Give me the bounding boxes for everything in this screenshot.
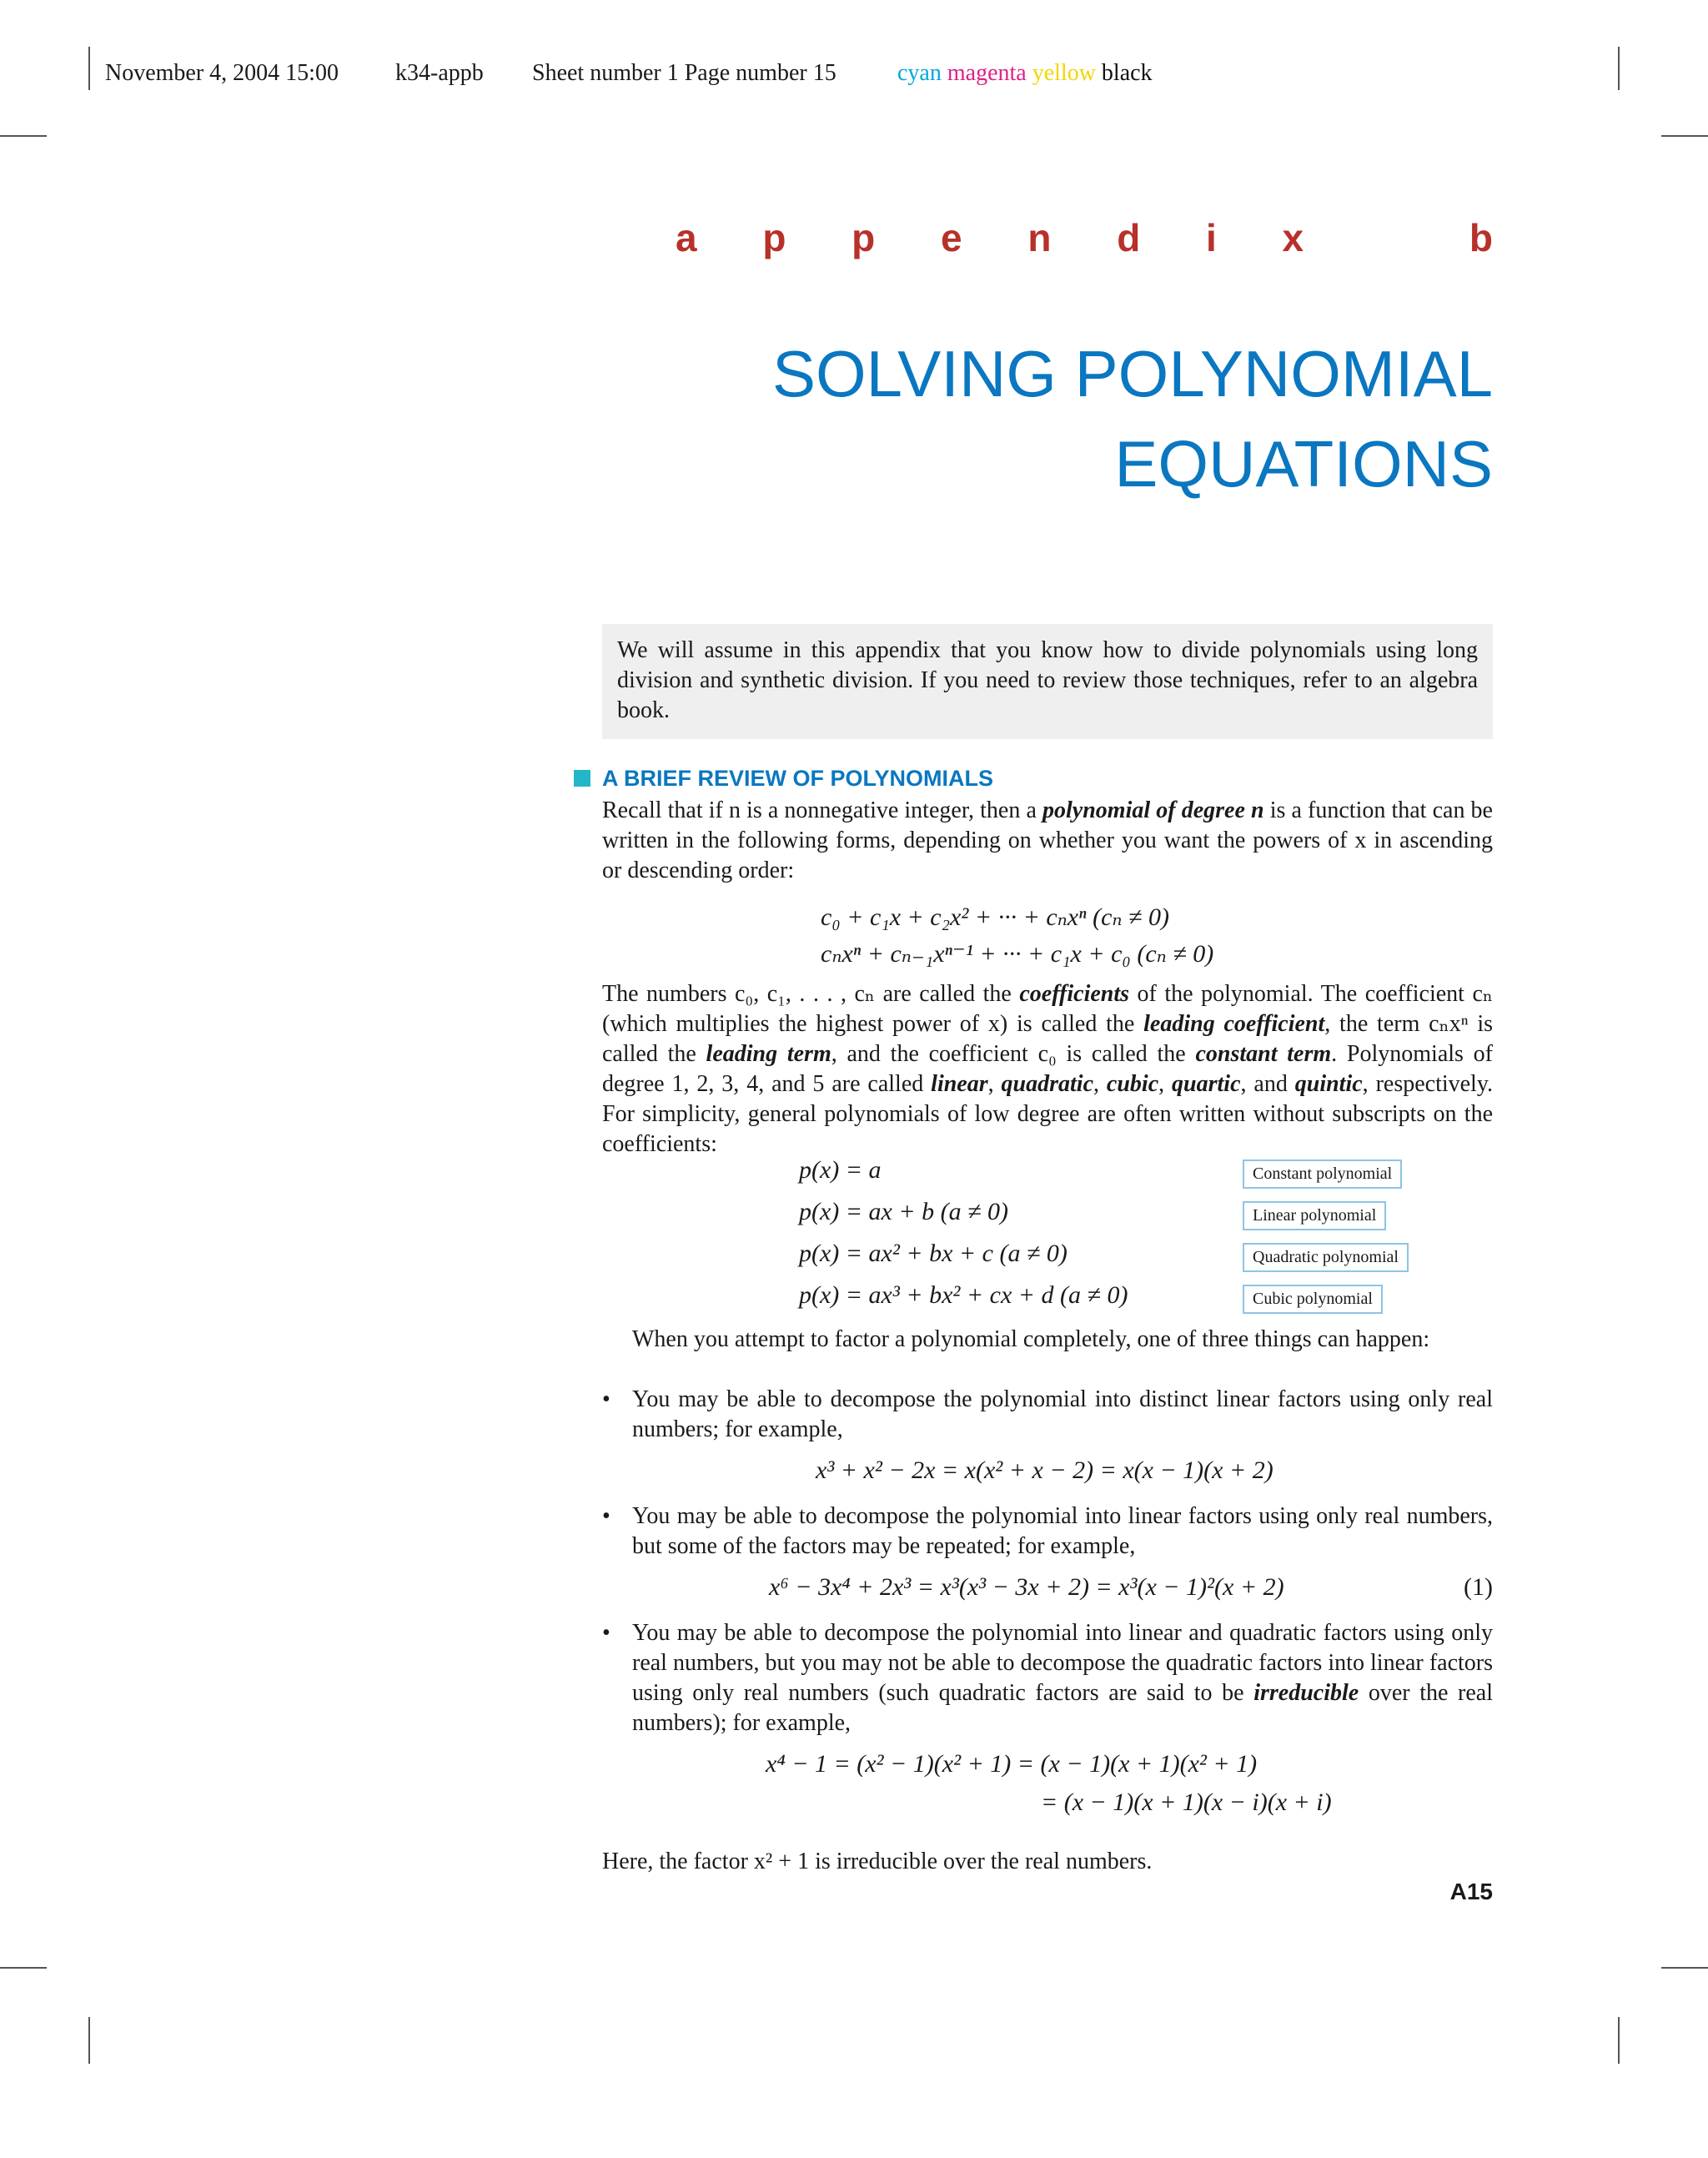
equation-cubic: p(x) = ax³ + bx² + cx + d (a ≠ 0)	[799, 1281, 1128, 1309]
defined-term: quintic	[1294, 1071, 1363, 1097]
defined-term: quadratic	[1001, 1071, 1094, 1097]
label-constant-polynomial: Constant polynomial	[1243, 1159, 1402, 1189]
section-heading-text: A BRIEF REVIEW OF POLYNOMIALS	[602, 766, 994, 791]
crop-mark	[0, 135, 47, 137]
text-run: , and	[1240, 1071, 1295, 1097]
equation-linear: p(x) = ax + b (a ≠ 0)	[799, 1198, 1009, 1225]
text-run: . Polynomials of degree 1, 2, 3, 4, and 5 are called	[602, 1041, 1493, 1097]
text-run: over the real numbers); for example,	[632, 1680, 1493, 1736]
bullet-repeated-linear: You may be able to decompose the polynomial into linear factors using only real numbers, but some of the factors may be repeated; for example,	[632, 1503, 1493, 1559]
crop-mark	[1661, 1967, 1708, 1969]
equation-example-1: x³ + x² − 2x = x(x² + x − 2) = x(x − 1)(x + 2)	[816, 1456, 1273, 1484]
defined-term: leading term	[706, 1041, 831, 1067]
defined-term: coefficients	[1019, 981, 1130, 1007]
defined-term: polynomial of degree n	[1042, 797, 1264, 823]
print-header	[105, 60, 339, 87]
text-run: Recall that if n is a nonnegative integer, then a	[602, 797, 1043, 823]
section-square-icon	[574, 770, 590, 787]
print-sheet: Sheet number 1 Page number 15	[532, 60, 836, 86]
crop-mark	[1661, 135, 1708, 137]
equation-constant: p(x) = a	[799, 1156, 882, 1184]
defined-term: cubic	[1106, 1071, 1159, 1097]
plate-yellow: yellow	[1032, 60, 1096, 86]
equation-descending: cₙxⁿ + cₙ₋₁xⁿ⁻¹ + ··· + c₁x + c₀ (cₙ ≠ 0)	[821, 940, 1214, 968]
crop-mark	[1618, 47, 1620, 90]
text-run: of the polynomial. The coefficient cₙ (which multiplies the highest power of x) is called the	[602, 981, 1493, 1037]
appendix-letter: n	[1027, 216, 1052, 259]
appendix-label	[676, 215, 1493, 260]
print-job: k34-appb	[395, 60, 484, 86]
equation-number: (1)	[1464, 1573, 1493, 1601]
bullet-icon: •	[602, 1620, 610, 1646]
defined-term: irreducible	[1253, 1680, 1359, 1706]
section-heading	[574, 766, 993, 792]
text-run: is a function that can be written in the following forms, depending on whether you want the powers of x in ascending or descending order:	[602, 797, 1493, 883]
defined-term: quartic	[1172, 1071, 1241, 1097]
print-plates	[897, 60, 1153, 87]
text-run: , the term cₙxⁿ is called the	[602, 1011, 1493, 1067]
equation-example-3a: x⁴ − 1 = (x² − 1)(x² + 1) = (x − 1)(x + 1)(x² + 1)	[766, 1750, 1258, 1778]
appendix-letter: i	[1206, 216, 1217, 259]
equation-quadratic: p(x) = ax² + bx + c (a ≠ 0)	[799, 1240, 1068, 1267]
plate-black: black	[1101, 60, 1153, 86]
bullet-icon: •	[602, 1386, 610, 1412]
text-run: ,	[1093, 1071, 1107, 1097]
appendix-letter: p	[762, 216, 786, 259]
label-cubic-polynomial: Cubic polynomial	[1243, 1285, 1383, 1314]
equation-example-3b: = (x − 1)(x + 1)(x − i)(x + i)	[1041, 1788, 1332, 1816]
appendix-letter: p	[851, 216, 876, 259]
text-run: , and the coefficient c₀ is called the	[831, 1041, 1196, 1067]
paragraph-terminology	[602, 979, 1493, 1159]
defined-term: leading coefficient	[1143, 1011, 1325, 1037]
page-number: A15	[1449, 1879, 1493, 1904]
title-line: EQUATIONS	[1114, 427, 1493, 501]
appendix-letter: x	[1282, 216, 1304, 259]
paragraph-closing: Here, the factor x² + 1 is irreducible over the real numbers.	[602, 1849, 1153, 1874]
crop-mark	[1618, 2017, 1620, 2064]
plate-cyan: cyan	[897, 60, 942, 86]
defined-term: constant term	[1195, 1041, 1332, 1067]
defined-term: linear	[931, 1071, 988, 1097]
paragraph-factoring: When you attempt to factor a polynomial completely, one of three things can happen:	[632, 1326, 1430, 1352]
text-run: The numbers c₀, c₁, . . . , cₙ are called the	[602, 981, 1020, 1007]
plate-magenta: magenta	[947, 60, 1027, 86]
text-run: You may be able to decompose the polynomial into linear and quadratic factors using only real numbers, but you may not be able to decompose the quadratic factors into linear factors using only real numbers (such quadratic factors are said to be	[632, 1620, 1493, 1706]
bullet-irreducible-quadratic	[632, 1618, 1493, 1738]
label-linear-polynomial: Linear polynomial	[1243, 1201, 1386, 1230]
crop-mark	[88, 47, 90, 90]
crop-mark	[0, 1967, 47, 1969]
crop-mark	[88, 2017, 90, 2064]
equation-example-2: x⁶ − 3x⁴ + 2x³ = x³(x³ − 3x + 2) = x³(x − 1)²(x + 2)	[769, 1573, 1284, 1601]
text-run: ,	[1158, 1071, 1173, 1097]
label-quadratic-polynomial: Quadratic polynomial	[1243, 1243, 1409, 1272]
equation-ascending: c₀ + c₁x + c₂x² + ··· + cₙxⁿ (cₙ ≠ 0)	[821, 903, 1169, 931]
appendix-letter: b	[1469, 216, 1493, 259]
page-title	[772, 329, 1493, 509]
appendix-letter: d	[1117, 216, 1141, 259]
paragraph-definition	[602, 796, 1493, 886]
bullet-distinct-linear: You may be able to decompose the polynomial into distinct linear factors using only real numbers; for example,	[632, 1386, 1493, 1442]
bullet-icon: •	[602, 1503, 610, 1529]
text-run: , respectively. For simplicity, general polynomials of low degree are often written without subscripts on the coefficients:	[602, 1071, 1494, 1157]
appendix-letter: a	[676, 216, 697, 259]
print-date: November 4, 2004 15:00	[105, 60, 339, 86]
intro-note: We will assume in this appendix that you know how to divide polynomials using long division and synthetic division. If you need to review those techniques, refer to an algebra book.	[602, 624, 1493, 739]
text-run: ,	[987, 1071, 1002, 1097]
appendix-letter: e	[941, 216, 962, 259]
title-line: SOLVING POLYNOMIAL	[771, 337, 1493, 410]
